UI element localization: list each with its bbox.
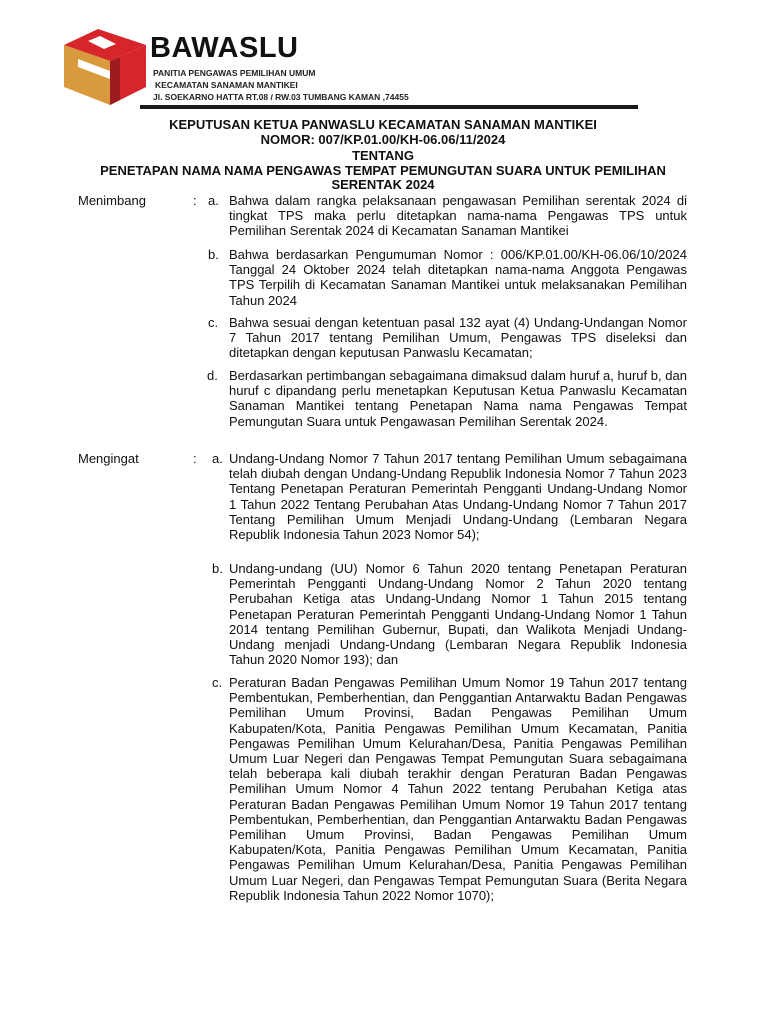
menimbang-item-b: Bahwa berdasarkan Pengumuman Nomor : 006/KP.01.00/KH-06.06/10/2024 Tanggal 24 Oktober 2024 telah ditetapkan nama-nama Anggota Pengawas TPS Terpilih di Kecamatan Sanaman Mantikei untuk melaksanakan Pemilihan Tahun 2024: [229, 247, 687, 308]
menimbang-item-a: Bahwa dalam rangka pelaksanaan pengawasan Pemilihan serentak 2024 di tingkat TPS maka perlu ditetapkan nama-nama Pengawas TPS untuk Pemilihan Serentak 2024 di Kecamatan Sanaman Mantikei: [229, 193, 687, 239]
logo-right-shade: [110, 57, 120, 105]
header-rule: [140, 105, 638, 109]
decision-about-label: TENTANG: [352, 148, 414, 163]
menimbang-item-d: Berdasarkan pertimbangan sebagaimana dimaksud dalam huruf a, huruf b, dan huruf c dipandang perlu menetapkan Keputusan Ketua Panwaslu Kecamatan Sanaman Mantikei tentang Penetapan Nama nama Pengawas Tempat Pemungutan Suara untuk Pengawasan Pemilihan Serentak 2024.: [229, 368, 687, 429]
mengingat-item-c: Peraturan Badan Pengawas Pemilihan Umum Nomor 19 Tahun 2017 tentang Pembentukan, Pemberhentian, dan Penggantian Antarwaktu Badan Pengawas Pemilihan Umum Provinsi, Badan Pengawas Pemilihan Umum Kabupaten/Kota, Panitia Pengawas Pemilihan Umum Kecamatan, Panitia Pengawas Pemilihan Umum Kelurahan/Desa, Panitia Pengawas Pemilihan Umum Luar Negeri dan Pengawas Tempat Pemungutan Suara sebagaimana telah beberapa kali diubah terakhir dengan Peraturan Badan Pengawas Pemilihan Umum Nomor 4 Tahun 2022 tentang Perubahan Ketiga atas Peraturan Badan Pengawas Pemilihan Umum Nomor 19 Tahun 2017 tentang Pembentukan, Pemberhentian, dan Penggantian Antarwaktu Badan Pengawas Pemilihan Umum Provinsi, Badan Pengawas Pemilihan Umum Kabupaten/Kota, Panitia Pengawas Pemilihan Umum Kecamatan, Panitia Pengawas Pemilihan Umum Kelurahan/Desa, Panitia Pengawas Pemilihan Umum Luar Negeri, dan Pengawas Tempat Pemungutan Suara (Berita Negara Republik Indonesia Tahun 2022 Nomor 1070);: [229, 675, 687, 903]
decision-title: KEPUTUSAN KETUA PANWASLU KECAMATAN SANAMAN MANTIKEI: [169, 117, 597, 132]
mengingat-item-b: Undang-undang (UU) Nomor 6 Tahun 2020 tentang Penetapan Peraturan Pemerintah Pengganti Undang-Undang Nomor 2 Tahun 2020 tentang Perubahan Ketiga atas Undang-Undang Nomor 1 Tahun 2015 tentang Penetapan Peraturan Pemerintah Pengganti Undang-Undang Nomor 1 Tahun 2014 tentang Pemilihan Gubernur, Bupati, dan Walikota Menjadi Undang-Undang menjadi Undang-Undang (Lembaran Negara Republik Indonesia Tahun 2020 Nomor 193); dan: [229, 561, 687, 668]
menimbang-item-a-mark: a.: [208, 193, 219, 208]
menimbang-item-c-mark: c.: [208, 315, 219, 330]
mengingat-label: Mengingat: [78, 451, 139, 466]
menimbang-label: Menimbang: [78, 193, 146, 208]
org-name: BAWASLU: [150, 32, 299, 64]
org-subtitle-line1: PANITIA PENGAWAS PEMILIHAN UMUM: [153, 68, 316, 78]
mengingat-item-b-mark: b.: [212, 561, 223, 576]
mengingat-item-c-mark: c.: [212, 675, 223, 690]
menimbang-colon: :: [193, 193, 197, 208]
menimbang-item-d-mark: d.: [207, 368, 218, 383]
org-address: Jl. SOEKARNO HATTA RT.08 / RW.03 TUMBANG KAMAN ,74455: [153, 92, 409, 102]
mengingat-item-a: Undang-Undang Nomor 7 Tahun 2017 tentang Pemilihan Umum sebagaimana telah diubah dengan Undang-Undang Republik Indonesia Nomor 7 Tahun 2023 Tentang Penetapan Peraturan Pemerintah Pengganti Undang-Undang Nomor 1 Tahun 2022 Tentang Perubahan Atas Undang-Undang Nomor 7 Tahun 2017 Tentang Pemilihan Umum Menjadi Undang-Undang (Lembaran Negara Republik Indonesia Tahun 2023 Nomor 54);: [229, 451, 687, 543]
decision-subject-line1: PENETAPAN NAMA NAMA PENGAWAS TEMPAT PEMUNGUTAN SUARA UNTUK PEMILIHAN: [100, 163, 666, 178]
menimbang-item-c: Bahwa sesuai dengan ketentuan pasal 132 ayat (4) Undang-Undangan Nomor 7 Tahun 2017 tentang Pemilihan Umum, Pengawas TPS diseleksi dan ditetapkan dengan keputusan Panwaslu Kecamatan;: [229, 315, 687, 361]
mengingat-item-a-mark: a.: [212, 451, 223, 466]
menimbang-item-b-mark: b.: [208, 247, 219, 262]
bawaslu-logo: [60, 25, 148, 107]
decision-number: NOMOR: 007/KP.01.00/KH-06.06/11/2024: [260, 132, 506, 147]
org-subtitle-line2: KECAMATAN SANAMAN MANTIKEI: [155, 80, 298, 90]
decision-subject-line2: SERENTAK 2024: [331, 177, 435, 192]
mengingat-colon: :: [193, 451, 197, 466]
